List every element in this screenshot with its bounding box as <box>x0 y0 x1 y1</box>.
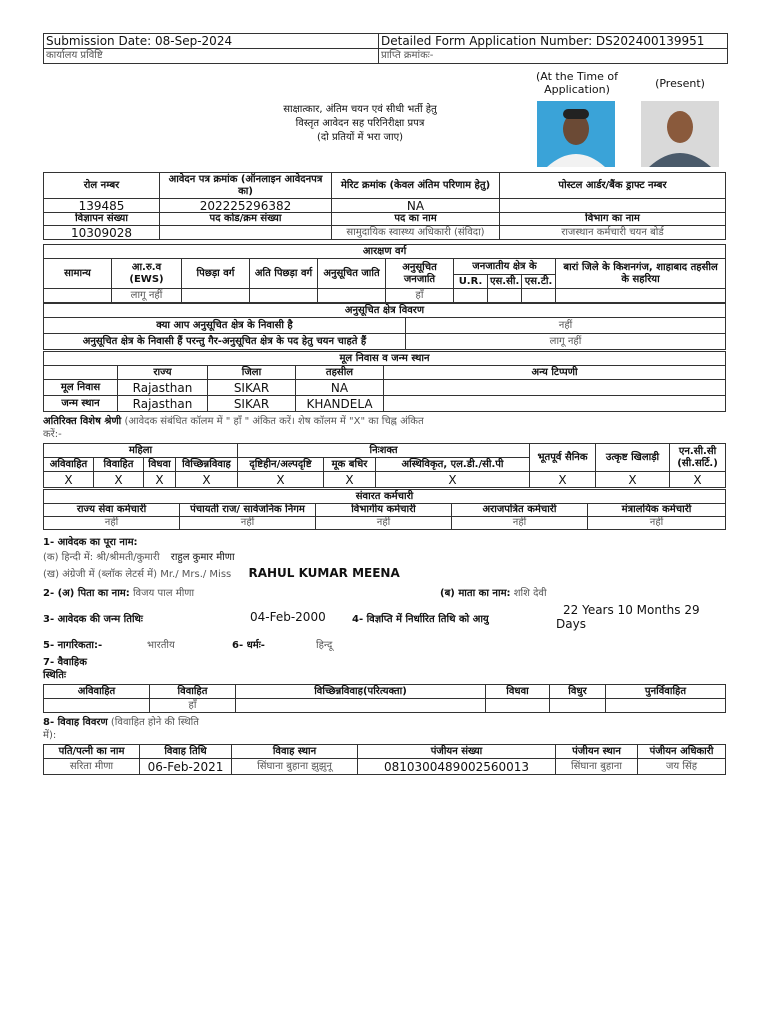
res-mbc: अति पिछड़ा वर्ग <box>250 259 318 289</box>
sp-val-4: X <box>238 472 324 488</box>
res-sub-st: एस.टी. <box>522 275 556 289</box>
res-val-ur <box>454 289 488 303</box>
spouse-name: सरिता मीणा <box>44 759 140 775</box>
scheduled-q1: क्या आप अनुसूचित क्षेत्र के निवासी है <box>44 318 406 334</box>
dom-native-tehsil: NA <box>296 380 384 396</box>
hindi-name-label: (क) हिन्दी में: श्री/श्रीमती/कुमारी <box>43 552 160 563</box>
sp-val-6: X <box>376 472 530 488</box>
mar-v5 <box>606 699 726 713</box>
office-entry: कार्यालय प्रविष्टि <box>44 49 379 64</box>
mar-v1: हाँ <box>150 699 236 713</box>
father-label: 2- (अ) पिता का नाम: <box>43 588 130 599</box>
dept-name: राजस्थान कर्मचारी चयन बोर्ड <box>500 226 726 240</box>
scheduled-q2: अनुसूचित क्षेत्र के निवासी हैं परन्तु गैर-अनुसूचित क्षेत्र के पद हेतु चयन चाहते हैं <box>44 334 406 350</box>
res-val-general <box>44 289 112 303</box>
dom-birth-district: SIKAR <box>208 396 296 412</box>
sp-val-8: X <box>596 472 670 488</box>
res-val-sahariya <box>556 289 726 303</box>
col-application-no: आवेदन पत्र क्रमांक (ऑनलाइन आवेदनपत्र का) <box>160 173 332 199</box>
sp-unmarried: अविवाहित <box>44 458 94 472</box>
dom-native-label: मूल निवास <box>44 380 118 396</box>
domicile-title: मूल निवास व जन्म स्थान <box>44 352 726 366</box>
dom-native-state: Rajasthan <box>118 380 208 396</box>
emp-v4: नहीं <box>588 517 726 530</box>
sp-val-0: X <box>44 472 94 488</box>
mar-v3 <box>486 699 550 713</box>
application-no: 202225296382 <box>160 199 332 213</box>
mother-row <box>440 585 547 599</box>
emp-v0: नहीं <box>44 517 180 530</box>
sp-divorced: विच्छिन्नविवाह <box>176 458 238 472</box>
res-val-ews: लागू नहीं <box>112 289 182 303</box>
sp-ncc: एन.सी.सी (सी.सर्टि.) <box>670 444 726 472</box>
photo-caption-time: (At the Time of Application) <box>535 70 618 96</box>
res-tribal-area: जनजातीय क्षेत्र के <box>454 259 556 275</box>
sp-val-7: X <box>530 472 596 488</box>
res-ews: आ.रु.व (EWS) <box>112 259 182 289</box>
sp-widow: विधवा <box>144 458 176 472</box>
roll-number: 139485 <box>44 199 160 213</box>
registration-place: सिंघाना बुहाना <box>556 759 638 775</box>
dom-h-tehsil: तहसील <box>296 366 384 380</box>
special-note-text: (आवेदक संबंधित कॉलम में " हाँ " अंकित करें। शेष कॉलम में "X" का चिह्न अंकित <box>124 416 424 427</box>
scheduled-title: अनुसूचित क्षेत्र विवरण <box>44 304 726 318</box>
emp-v3: नहीं <box>452 517 588 530</box>
emp-h2: विभागीय कर्मचारी <box>316 504 452 517</box>
father-row <box>43 585 194 599</box>
scheduled-a2: लागू नहीं <box>406 334 726 350</box>
special-note2: करें:- <box>43 429 62 440</box>
applicant-photo-present <box>641 101 719 167</box>
dom-birth-state: Rajasthan <box>118 396 208 412</box>
form-title-line2: विस्तृत आवेदन सह परिनिरीक्षा प्रपत्र <box>295 118 425 129</box>
photo-caption-present: (Present) <box>655 77 705 90</box>
sp-val-5: X <box>324 472 376 488</box>
employee-table <box>43 489 726 530</box>
marital-status-table <box>43 684 726 713</box>
marital-label-2: स्थितिः <box>43 670 66 681</box>
advt-no: 10309028 <box>44 226 160 240</box>
col-postal-order: पोस्टल आर्डर/बैंक ड्राफ्ट नम्बर <box>500 173 726 199</box>
dom-h-state: राज्य <box>118 366 208 380</box>
emp-v2: नहीं <box>316 517 452 530</box>
marr-h4: पंजीयन स्थान <box>556 745 638 759</box>
res-ur: U.R. <box>454 275 488 289</box>
col-roll-number: रोल नम्बर <box>44 173 160 199</box>
dom-native-remark <box>384 380 726 396</box>
res-val-sc <box>318 289 386 303</box>
col-dept-name: विभाग का नाम <box>500 213 726 226</box>
res-val-mbc <box>250 289 318 303</box>
sp-disabled: निःशक्त <box>238 444 530 458</box>
special-note <box>43 413 424 427</box>
full-name-label: 1- आवेदक का पूरा नाम: <box>43 537 138 548</box>
marital-label-1: 7- वैवाहिक <box>43 657 87 668</box>
emp-h3: अराजपत्रित कर्मचारी <box>452 504 588 517</box>
col-merit-no: मेरिट क्रमांक (केवल अंतिम परिणाम हेतु) <box>332 173 500 199</box>
res-obc: पिछड़ा वर्ग <box>182 259 250 289</box>
dom-h-remark: अन्य टिप्पणी <box>384 366 726 380</box>
marriage-label-row <box>43 714 199 728</box>
mother-name: शशि देवी <box>513 588 547 599</box>
domicile-table <box>43 351 726 412</box>
res-val-obc <box>182 289 250 303</box>
reservation-title: आरक्षण वर्ग <box>44 245 726 259</box>
post-code <box>160 226 332 240</box>
marriage-note2: में): <box>43 730 57 741</box>
marr-h1: विवाह तिथि <box>140 745 232 759</box>
age-value-line1: 22 Years 10 Months 29 <box>563 603 700 617</box>
dob-value: 04-Feb-2000 <box>250 610 326 624</box>
father-name: विजय पाल मीणा <box>132 588 195 599</box>
form-title-line1: साक्षात्कार, अंतिम चयन एवं सीधी भर्ती हेतु <box>283 104 437 115</box>
emp-h1: पंचायती राज/ सार्वजनिक निगम <box>180 504 316 517</box>
marr-h5: पंजीयन अधिकारी <box>638 745 726 759</box>
special-category-table <box>43 443 726 488</box>
form-title <box>240 103 480 145</box>
col-advt-no: विज्ञापन संख्या <box>44 213 160 226</box>
marriage-date: 06-Feb-2021 <box>140 759 232 775</box>
marr-h3: पंजीयन संख्या <box>358 745 556 759</box>
postal-order <box>500 199 726 213</box>
res-val-sub-sc <box>488 289 522 303</box>
mar-h1: विवाहित <box>150 685 236 699</box>
marriage-label: 8- विवाह विवरण <box>43 717 108 728</box>
res-val-sub-st <box>522 289 556 303</box>
sp-sportsperson: उत्कृष्ट खिलाड़ी <box>596 444 670 472</box>
marr-h0: पति/पत्नी का नाम <box>44 745 140 759</box>
marriage-details-table <box>43 744 726 775</box>
mother-label: (ब) माता का नाम: <box>440 588 511 599</box>
res-general: सामान्य <box>44 259 112 289</box>
nationality-label: 5- नागरिकता:- <box>43 640 103 651</box>
marr-h2: विवाह स्थान <box>232 745 358 759</box>
mar-v4 <box>550 699 606 713</box>
sp-ex-serviceman: भूतपूर्व सैनिक <box>530 444 596 472</box>
form-title-line3: (दो प्रतियों में भरा जाए) <box>316 132 404 143</box>
res-sahariya: बारां जिले के किशनगंज, शाहाबाद तहसील के सहरिया <box>556 259 726 289</box>
hindi-name-row <box>43 549 235 563</box>
application-details-table <box>43 172 726 240</box>
res-val-st: हाँ <box>386 289 454 303</box>
emp-h0: राज्य सेवा कर्मचारी <box>44 504 180 517</box>
emp-title: संवारत कर्मचारी <box>44 490 726 504</box>
col-post-code: पद कोड/क्रम संख्या <box>160 213 332 226</box>
sp-val-9: X <box>670 472 726 488</box>
res-sub-sc: एस.सी. <box>488 275 522 289</box>
receipt-number: प्राप्ति क्रमांकः- <box>379 49 728 64</box>
header-table <box>43 33 728 64</box>
religion-label: 6- धर्मः- <box>232 640 265 651</box>
english-name-row <box>43 566 400 580</box>
age-label: 4- विज्ञप्ति में निर्धारित तिथि को आयु <box>352 614 489 625</box>
res-sc: अनुसूचित जाति <box>318 259 386 289</box>
marriage-note: (विवाहित होने की स्थिति <box>110 717 199 728</box>
merit-no: NA <box>332 199 500 213</box>
mar-h4: विधुर <box>550 685 606 699</box>
mar-h2: विच्छिन्नविवाह(परित्यक्ता) <box>236 685 486 699</box>
dom-h0 <box>44 366 118 380</box>
reservation-table <box>43 244 726 303</box>
mar-h3: विधवा <box>486 685 550 699</box>
sp-blind: दृष्टिहीन/अल्पदृष्टि <box>238 458 324 472</box>
sp-orthopedic: अस्थिविकृत, एल.डी./सी.पी <box>376 458 530 472</box>
dom-native-district: SIKAR <box>208 380 296 396</box>
sp-married: विवाहित <box>94 458 144 472</box>
religion-value: हिन्दू <box>316 640 333 651</box>
dom-birth-remark <box>384 396 726 412</box>
applicant-photo-application <box>537 101 615 167</box>
submission-date: Submission Date: 08-Sep-2024 <box>44 34 379 49</box>
dom-birth-label: जन्म स्थान <box>44 396 118 412</box>
nationality-value: भारतीय <box>147 640 175 651</box>
col-post-name: पद का नाम <box>332 213 500 226</box>
age-value-line2: Days <box>556 617 586 631</box>
scheduled-a1: नहीं <box>406 318 726 334</box>
sp-val-1: X <box>94 472 144 488</box>
dob-label: 3- आवेदक की जन्म तिथिः <box>43 614 143 625</box>
registration-no: 0810300489002560013 <box>358 759 556 775</box>
mar-h0: अविवाहित <box>44 685 150 699</box>
sp-deaf: मूक बधिर <box>324 458 376 472</box>
sp-val-3: X <box>176 472 238 488</box>
emp-h4: मंत्रालयिक कर्मचारी <box>588 504 726 517</box>
sp-women: महिला <box>44 444 238 458</box>
mar-v2 <box>236 699 486 713</box>
marriage-place: सिंघाना बुहाना झुझुनू <box>232 759 358 775</box>
hindi-name: राहुल कुमार मीणा <box>170 552 235 563</box>
mar-h5: पुनर्विवाहित <box>606 685 726 699</box>
scheduled-area-table <box>43 303 726 350</box>
registration-officer: जय सिंह <box>638 759 726 775</box>
english-name-label: (ख) अंग्रेजी में (ब्लॉक लेटर्स में) Mr./ Mrs./ Miss <box>43 569 232 580</box>
sp-val-2: X <box>144 472 176 488</box>
application-number: Detailed Form Application Number: DS202400139951 <box>379 34 728 49</box>
post-name: सामुदायिक स्वास्थ्य अधिकारी (संविदा) <box>332 226 500 240</box>
dom-birth-tehsil: KHANDELA <box>296 396 384 412</box>
res-st: अनुसूचित जनजाति <box>386 259 454 289</box>
emp-v1: नहीं <box>180 517 316 530</box>
dom-h-district: जिला <box>208 366 296 380</box>
special-label: अतिरिक्त विशेष श्रेणी <box>43 416 122 427</box>
mar-v0 <box>44 699 150 713</box>
english-name: RAHUL KUMAR MEENA <box>248 566 400 580</box>
